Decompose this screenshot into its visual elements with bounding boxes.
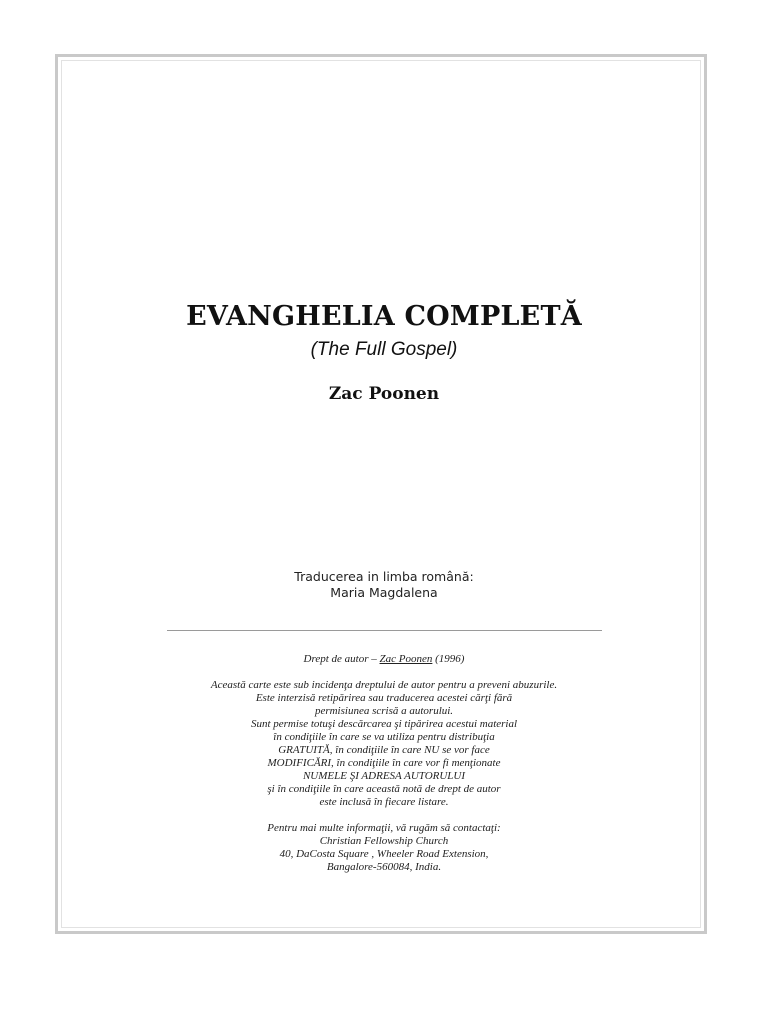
copyright-heading bbox=[0, 653, 768, 666]
copyright-author-link[interactable]: Zac Poonen bbox=[379, 653, 433, 665]
copyright-line: Este interzisă retipărirea sau traducerea acestei cărţi fără bbox=[255, 692, 513, 704]
contact-line: Pentru mai multe informaţii, vă rugăm să contactaţi: bbox=[267, 822, 501, 834]
book-title: EVANGHELIA COMPLETĂ bbox=[186, 301, 582, 332]
copyright-line: permisiunea scrisă a autorului. bbox=[314, 705, 454, 717]
copyright-line: în condiţiile în care se va utiliza pentru distribuţia bbox=[273, 731, 495, 743]
copyright-line: GRATUITĂ, în condiţiile în care NU se vor face bbox=[278, 744, 490, 756]
copyright-line: Sunt permise totuşi descărcarea şi tipărirea acestui material bbox=[250, 718, 518, 730]
translator-name: Maria Magdalena bbox=[330, 585, 438, 600]
copyright-line: este inclusă în fiecare listare. bbox=[319, 796, 449, 808]
copyright-line: şi în condiţiile în care această notă de drept de autor bbox=[267, 783, 501, 795]
book-subtitle: (The Full Gospel) bbox=[310, 339, 458, 360]
copyright-year: (1996) bbox=[432, 653, 465, 665]
copyright-line: MODIFICĂRI, în condiţiile în care vor fi menţionate bbox=[267, 757, 501, 769]
contact-line: Christian Fellowship Church bbox=[319, 835, 449, 847]
book-author: Zac Poonen bbox=[328, 384, 440, 404]
translation-label: Traducerea in limba română: bbox=[294, 569, 474, 584]
contact-line: Bangalore-560084, India. bbox=[326, 861, 442, 873]
copyright-prefix: Drept de autor – bbox=[303, 653, 380, 665]
divider-line bbox=[167, 630, 602, 631]
copyright-line: Această carte este sub incidenţa dreptului de autor pentru a preveni abuzurile. bbox=[210, 679, 558, 691]
spacer bbox=[0, 809, 768, 822]
contact-line: 40, DaCosta Square , Wheeler Road Extension, bbox=[279, 848, 489, 860]
copyright-notice bbox=[0, 653, 768, 874]
translation-credit bbox=[0, 569, 768, 601]
spacer bbox=[0, 666, 768, 679]
copyright-line: NUMELE ŞI ADRESA AUTORULUI bbox=[302, 770, 466, 782]
